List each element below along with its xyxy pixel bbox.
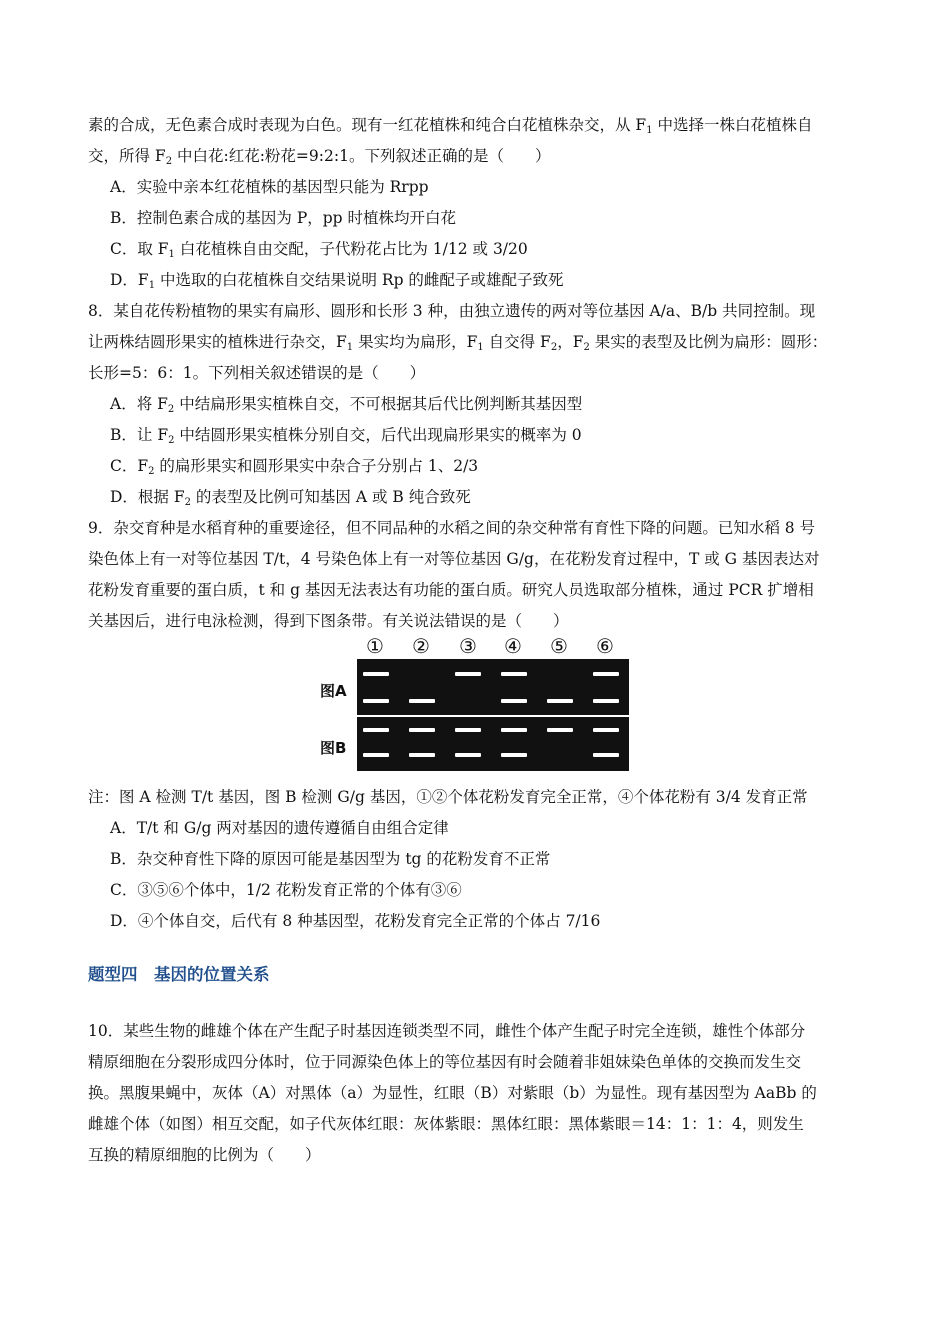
gel-band <box>501 699 527 703</box>
gel-band <box>547 699 573 703</box>
q8-option-c: C．$F_2$ 的扁形果实和圆形果实中杂合子分别占 1、2/3 <box>110 457 479 477</box>
q8-option-a: A．将 $F_2$ 中结扁形果实植株自交，不可根据其后代比例判断其基因型 <box>110 395 583 415</box>
gel-band <box>363 672 389 676</box>
gel-band <box>593 672 619 676</box>
gel-band <box>409 728 435 732</box>
q10-stem-line1: 10．某些生物的雌雄个体在产生配子时基因连锁类型不同，雌性个体产生配子时完全连锁，雄性个体部分 <box>88 1022 806 1040</box>
gel-band <box>455 672 481 676</box>
q7-option-a: A．实验中亲本红花植株的基因型只能为 Rrpp <box>110 178 429 196</box>
lane-label: ⑤ <box>550 634 568 658</box>
q9-stem-line1: 9．杂交育种是水稻育种的重要途径，但不同品种的水稻之间的杂交种常有育性下降的问题。已知水稻 8 号 <box>88 519 816 537</box>
gel-band <box>409 699 435 703</box>
q7-option-d: D．$F_1$ 中选取的白花植株自交结果说明 Rp 的雌配子或雄配子致死 <box>110 271 564 291</box>
lane-label: ② <box>412 634 430 658</box>
q9-option-c: C．③⑤⑥个体中，1/2 花粉发育正常的个体有③⑥ <box>110 881 462 899</box>
section-title: 题型四 基因的位置关系 <box>88 965 270 984</box>
lane-label: ⑥ <box>596 634 614 658</box>
lane-label: ① <box>366 634 384 658</box>
gel-band <box>455 753 481 757</box>
q8-stem-line2: 让两株结圆形果实的植株进行杂交，$F_1$ 果实均为扁形，$F_1$ 自交得 $F_2$，$F_2$ 果实的表型及比例为扁形：圆形： <box>88 333 828 353</box>
q8-stem-line3: 长形=5：6：1。下列相关叙述错误的是（ ） <box>88 364 426 382</box>
gel-band <box>455 728 481 732</box>
q7-option-c: C．取 $F_1$ 白花植株自由交配，子代粉花占比为 1/12 或 3/20 <box>110 240 528 260</box>
q9-stem-line4: 关基因后，进行电泳检测，得到下图条带。有关说法错误的是（ ） <box>88 612 569 630</box>
gel-band <box>363 699 389 703</box>
gel-band <box>593 753 619 757</box>
gel-band <box>501 728 527 732</box>
q9-stem-line2: 染色体上有一对等位基因 T/t，4 号染色体上有一对等位基因 G/g，在花粉发育过程中，T 或 G 基因表达对 <box>88 550 820 568</box>
q9-option-b: B．杂交种育性下降的原因可能是基因型为 tg 的花粉发育不正常 <box>110 850 551 868</box>
q9-option-d: D．④个体自交，后代有 8 种基因型，花粉发育完全正常的个体占 7/16 <box>110 912 601 930</box>
q7-stem-line1: 素的合成，无色素合成时表现为白色。现有一红花植株和纯合白花植株杂交，从 $F_1$ 中选择一株白花植株自 <box>88 116 813 136</box>
q10-stem-line4: 雌雄个体（如图）相互交配，如子代灰体红眼：灰体紫眼：黑体红眼：黑体紫眼＝14：1：1：4，则发生 <box>88 1115 804 1133</box>
gel-band <box>593 699 619 703</box>
gel-band <box>501 753 527 757</box>
gel-band <box>363 728 389 732</box>
q10-stem-line5: 互换的精原细胞的比例为（ ） <box>88 1146 321 1164</box>
gel-band <box>593 728 619 732</box>
gel-band <box>501 672 527 676</box>
q9-stem-line3: 花粉发育重要的蛋白质，t 和 g 基因无法表达有功能的蛋白质。研究人员选取部分植株，通过 PCR 扩增相 <box>88 581 814 599</box>
q7-option-b: B．控制色素合成的基因为 P，pp 时植株均开白花 <box>110 209 457 227</box>
q10-stem-line2: 精原细胞在分裂形成四分体时，位于同源染色体上的等位基因有时会随着非姐妹染色单体的交换而发生交 <box>88 1053 802 1071</box>
q7-stem-line2: 交，所得 $F_2$ 中白花:红花:粉花=9:2:1。下列叙述正确的是（ ） <box>88 147 551 167</box>
gel-b <box>357 717 629 771</box>
q9-option-a: A．T/t 和 G/g 两对基因的遗传遵循自由组合定律 <box>110 819 449 837</box>
q8-option-b: B．让 $F_2$ 中结圆形果实植株分别自交，后代出现扁形果实的概率为 0 <box>110 426 582 446</box>
q9-note: 注：图 A 检测 T/t 基因，图 B 检测 G/g 基因，①②个体花粉发育完全正常，④个体花粉有 3/4 发育正常 <box>88 788 808 806</box>
lane-label: ④ <box>504 634 522 658</box>
gel-a-label: 图A <box>320 682 347 700</box>
q8-option-d: D．根据 $F_2$ 的表型及比例可知基因 A 或 B 纯合致死 <box>110 488 471 508</box>
q10-stem-line3: 换。黑腹果蝇中，灰体（A）对黑体（a）为显性，红眼（B）对紫眼（b）为显性。现有基因型为 AaBb 的 <box>88 1084 817 1102</box>
gel-band <box>363 753 389 757</box>
lane-label: ③ <box>459 634 477 658</box>
q8-stem-line1: 8．某自花传粉植物的果实有扁形、圆形和长形 3 种，由独立遗传的两对等位基因 A/a、B/b 共同控制。现 <box>88 302 816 320</box>
gel-band <box>409 753 435 757</box>
gel-a <box>357 659 629 715</box>
gel-band <box>547 728 573 732</box>
gel-b-label: 图B <box>320 739 347 757</box>
